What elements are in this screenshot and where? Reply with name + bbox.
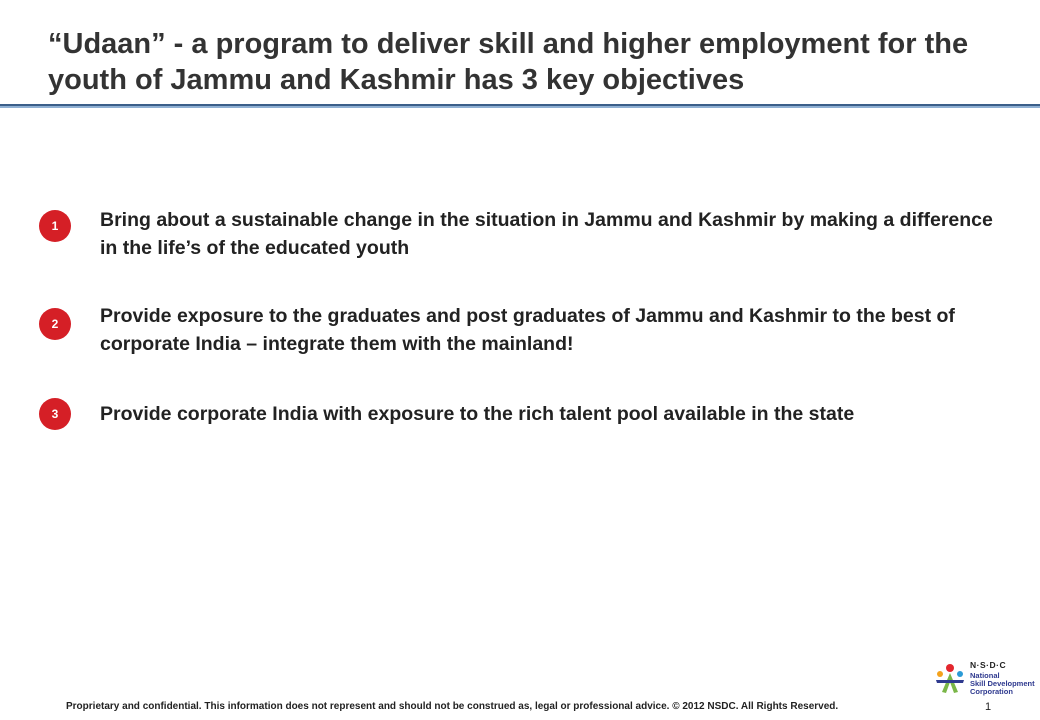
logo-line-skill-development: Skill Development: [970, 679, 1035, 688]
page-number: 1: [985, 701, 992, 713]
nsdc-logo: [932, 660, 1040, 700]
number-badge-3: 3: [39, 398, 71, 430]
footer-disclaimer: Proprietary and confidential. This information does not represent and should not be construed as, legal or professional advice. © 2012 NSDC. All Rights Reserved.: [66, 701, 839, 712]
logo-line-corporation: Corporation: [970, 687, 1013, 696]
slide-title: “Udaan” - a program to deliver skill and higher employment for the youth of Jammu and Kashmir has 3 key objectives: [48, 28, 969, 96]
number-badge-1: 1: [39, 210, 71, 242]
nsdc-figure-icon: [932, 662, 968, 698]
logo-line-national: National: [970, 671, 1000, 680]
title-divider: [0, 104, 1040, 108]
number-badge-2: 2: [39, 308, 71, 340]
objective-text-3: Provide corporate India with exposure to the rich talent pool available in the state: [100, 403, 855, 425]
logo-abbreviation: N·S·D·C: [970, 660, 1007, 670]
objective-text-1: Bring about a sustainable change in the situation in Jammu and Kashmir by making a difference in the life’s of the educated youth: [100, 209, 993, 259]
objective-text-2: Provide exposure to the graduates and post graduates of Jammu and Kashmir to the best of corporate India – integrate them with the mainland!: [100, 305, 955, 355]
